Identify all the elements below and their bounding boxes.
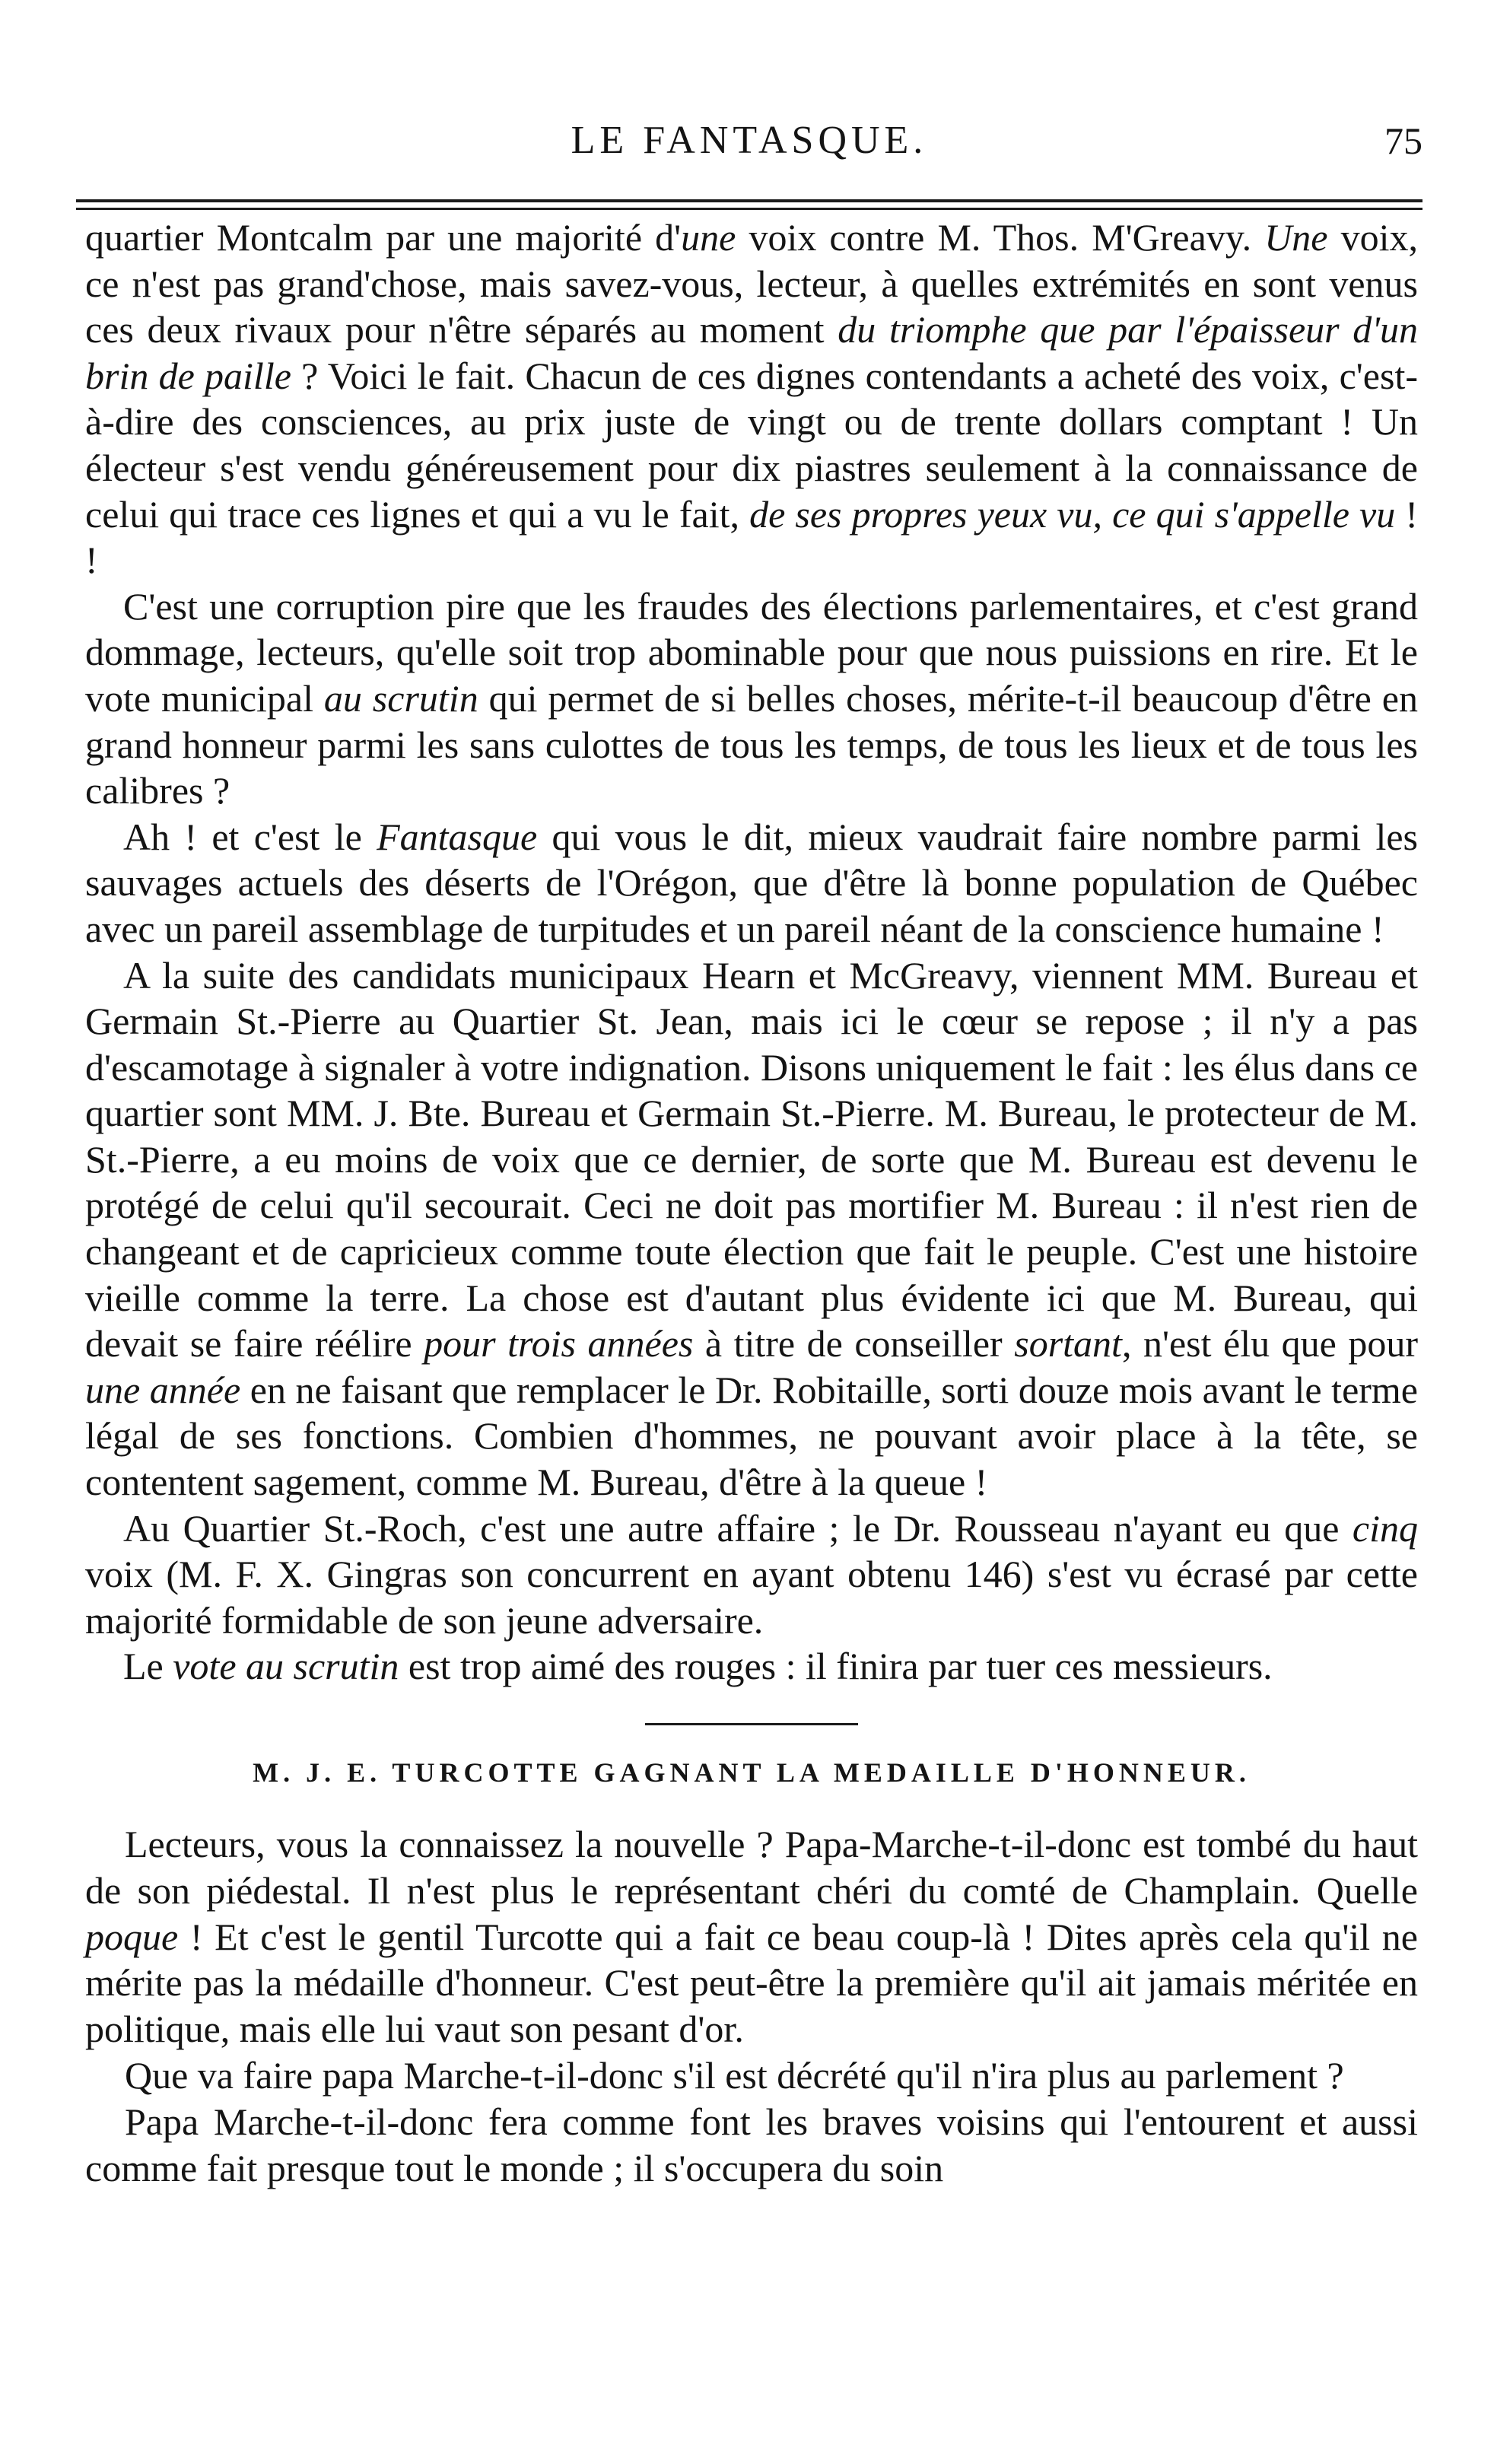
paragraph bbox=[85, 2052, 1418, 2099]
italic-run: au scrutin bbox=[323, 676, 478, 720]
paragraph bbox=[85, 215, 1418, 583]
paragraph bbox=[85, 1821, 1418, 2052]
header-double-rule bbox=[76, 199, 1422, 210]
text-run: Au Quartier St.-Roch, c'est une autre affaire ; le Dr. Rousseau n'ayant eu que bbox=[123, 1506, 1353, 1550]
running-head bbox=[76, 114, 1422, 175]
paragraph bbox=[85, 1643, 1418, 1690]
italic-run: Fantasque bbox=[377, 815, 538, 858]
italic-run: vote au scrutin bbox=[173, 1645, 399, 1688]
journal-title: LE FANTASQUE. bbox=[571, 119, 928, 162]
paragraph bbox=[85, 2099, 1418, 2192]
text-run: ! Et c'est le gentil Turcotte qui a fait ce beau coup-là ! Dites après cela qu'il ne mérite pas la médaille d'honneur. C'est peut-être la première qu'il ait jamais méritée en politique, mais elle lui vaut son pesant d'or. bbox=[85, 1915, 1418, 2051]
italic-run: cinq bbox=[1352, 1506, 1418, 1550]
text-run: Papa Marche-t-il-donc fera comme font les braves voisins qui l'entourent et aussi comme fait presque tout le monde ; il s'occupera du soin bbox=[85, 2100, 1418, 2189]
article-municipal-elections bbox=[85, 215, 1418, 1690]
text-run: à titre de conseiller bbox=[693, 1322, 1015, 1366]
paragraph bbox=[85, 1505, 1418, 1644]
text-run: Ah ! et c'est le bbox=[123, 815, 377, 858]
italic-run: une année bbox=[85, 1368, 241, 1411]
text-run: C'est une corruption pire que les fraudes des élections parlementaires, et c'est grand dommage, lecteurs, qu'elle soit trop abominable pour que nous puissions en rire. Et le vote municipal bbox=[85, 584, 1418, 720]
text-run: voix, ce n'est pas grand'chose, mais savez-vous, lecteur, à quelles extrémités en sont venus ces deux rivaux pour n'être séparés au moment bbox=[85, 216, 1418, 351]
italic-run: sortant bbox=[1014, 1322, 1122, 1366]
text-run: est trop aimé des rouges : il finira par tuer ces messieurs. bbox=[399, 1645, 1273, 1688]
text-run: A la suite des candidats municipaux Hearn et McGreavy, viennent MM. Bureau et Germain St.-Pierre au Quartier St. Jean, mais ici le cœur se repose ; il n'y a pas d'escamotage à signaler à votre indignation. Disons uniquement le fait : les élus dans ce quartier sont MM. J. Bte. Bureau et Germain St.-Pierre. M. Bureau, le protecteur de M. St.-Pierre, a eu moins de voix que ce dernier, de sorte que M. Bureau est devenu le protégé de celui qu'il secourait. Ceci ne doit pas mortifier M. Bureau : il n'est rien de changeant et de capricieux comme toute élection que fait le peuple. C'est une histoire vieille comme la terre. La chose est d'autant plus évidente ici que M. Bureau, qui devait se faire réélire bbox=[85, 953, 1418, 1366]
text-run: qui permet de si belles choses, mérite-t-il beaucoup d'être en grand honneur parmi les sans culottes de tous les temps, de tous les lieux et de tous les calibres ? bbox=[85, 676, 1418, 812]
italic-run: pour trois années bbox=[424, 1322, 694, 1366]
italic-run: de ses propres yeux vu, ce qui s'appelle vu bbox=[749, 492, 1396, 536]
text-run: Lecteurs, vous la connaissez la nouvelle ? Papa-Marche-t-il-donc est tombé du haut de son piédestal. Il n'est plus le représentant chéri du comté de Champlain. Quelle bbox=[85, 1823, 1418, 1912]
italic-run: du triomphe que par l'épaisseur d'un brin de paille bbox=[85, 308, 1418, 397]
italic-run: une bbox=[681, 216, 736, 259]
text-run: , n'est élu que pour bbox=[1121, 1322, 1419, 1366]
italic-run: poque bbox=[85, 1915, 179, 1958]
text-run: Que va faire papa Marche-t-il-donc s'il est décrété qu'il n'ira plus au parlement ? bbox=[125, 2053, 1344, 2097]
text-run: qui vous le dit, mieux vaudrait faire nombre parmi les sauvages actuels des déserts de l'Orégon, que d'être là bonne population de Québec avec un pareil assemblage de turpitudes et un pareil néant de la conscience humaine ! bbox=[85, 815, 1419, 950]
page-number: 75 bbox=[1384, 119, 1422, 162]
paragraph bbox=[85, 952, 1418, 1505]
text-column bbox=[85, 215, 1418, 2191]
article-turcotte bbox=[85, 1751, 1418, 2191]
section-heading: M. J. E. TURCOTTE GAGNANT LA MEDAILLE D'HONNEUR. bbox=[253, 1757, 1251, 1788]
text-run: quartier Montcalm par une majorité d' bbox=[85, 216, 682, 259]
section-divider bbox=[645, 1723, 858, 1725]
text-run: voix contre M. Thos. M'Greavy. bbox=[736, 216, 1265, 259]
text-run: voix (M. F. X. Gingras son concurrent en ayant obtenu 146) s'est vu écrasé par cette majorité formidable de son jeune adversaire. bbox=[85, 1553, 1418, 1642]
text-run: Le bbox=[123, 1645, 173, 1688]
text-run: ! ! bbox=[85, 492, 1418, 582]
text-run: en ne faisant que remplacer le Dr. Robitaille, sorti douze mois avant le terme légal de ses fonctions. Combien d'hommes, ne pouvant avoir place à la tête, se contentent sagement, comme M. Bureau, d'être à la queue ! bbox=[85, 1368, 1419, 1504]
paragraph bbox=[85, 583, 1418, 814]
italic-run: Une bbox=[1264, 216, 1328, 259]
text-run: ? Voici le fait. Chacun de ces dignes contendants a acheté des voix, c'est-à-dire des consciences, au prix juste de vingt ou de trente dollars comptant ! Un électeur s'est vendu généreusement pour dix piastres seulement à la connaissance de celui qui trace ces lignes et qui a vu le fait, bbox=[85, 354, 1418, 536]
paragraph bbox=[85, 814, 1418, 952]
